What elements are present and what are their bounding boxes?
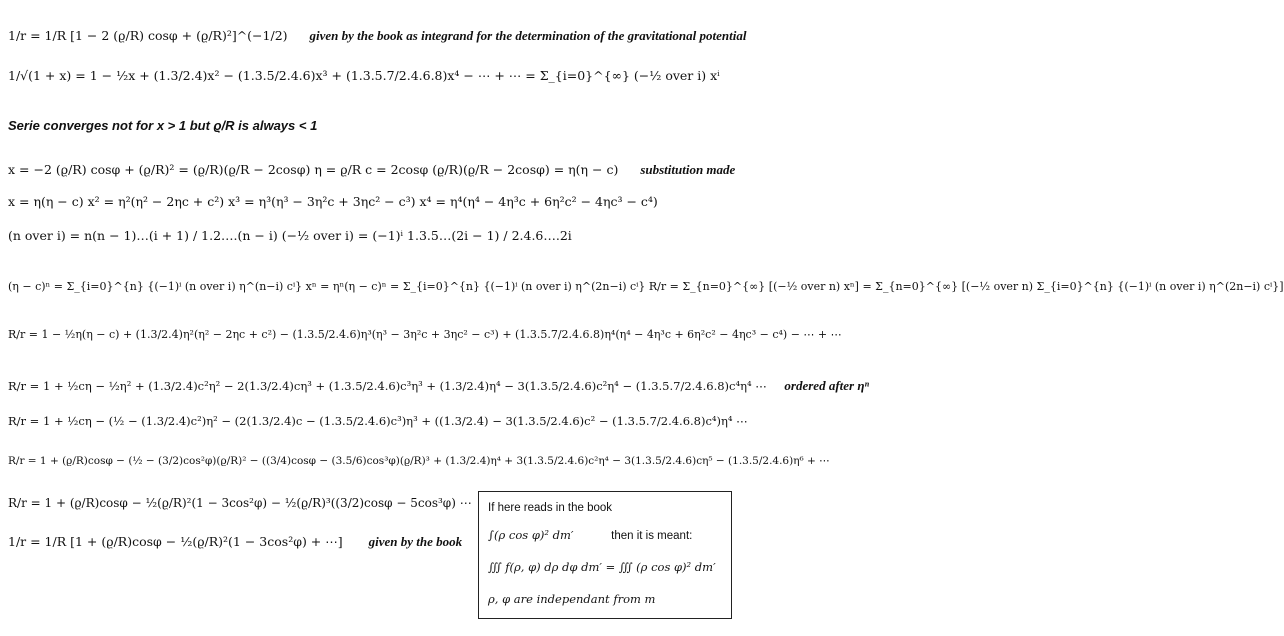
line-book-result	[8, 534, 462, 550]
line-substitution	[8, 162, 735, 178]
line-grouped-series	[8, 414, 748, 428]
line-binomial-coefficients	[8, 228, 572, 243]
line-sum-expansions	[8, 280, 1284, 293]
line-powers-of-x	[8, 194, 658, 209]
formula-expanded-series: R/r = 1 − ½η(η − c) + (1.3/2.4)η²(η² − 2ηc + c²) − (1.3.5/2.4.6)η³(η³ − 3η²c + 3ηc² − c³) + (1.3.5.7/2.4.6.8)η⁴(η⁴ − 4η³c + 6η²c² − 4ηc³ − c⁴) − ⋯ + ⋯	[8, 328, 842, 341]
line-expanded-series	[8, 328, 842, 341]
formula-binomial-series: 1/√(1 + x) = 1 − ½x + (1.3/2.4)x² − (1.3.5/2.4.6)x³ + (1.3.5.7/2.4.6.8)x⁴ − ⋯ + ⋯ = Σ_{i=0}^{∞} (−½ over i) xⁱ	[8, 68, 720, 83]
box-line-reads-in-book: If here reads in the book	[488, 502, 613, 514]
note-given-by-book: given by the book	[368, 534, 463, 549]
formula-final-series: R/r = 1 + (ϱ/R)cosφ − ½(ϱ/R)²(1 − 3cos²φ) − ½(ϱ/R)³((3/2)cosφ − 5cos³φ) ⋯	[8, 496, 472, 510]
formula-ordered-series: R/r = 1 + ½cη − ½η² + (1.3/2.4)c²η² − 2(1.3/2.4)cη³ + (1.3.5/2.4.6)c³η³ + (1.3/2.4)η⁴ − 3(1.3.5/2.4.6)c²η⁴ − (1.3.5.7/2.4.6.8)c⁴η⁴ ⋯	[8, 379, 767, 393]
line-binomial-series	[8, 68, 720, 83]
box-integral-formula	[488, 528, 692, 542]
box-then-meant: then it is meant:	[611, 530, 693, 542]
box-triple-integral: ∭ f(ρ, φ) dρ dφ dm′ = ∭ (ρ cos φ)² dm′	[488, 560, 716, 574]
formula-book-result: 1/r = 1/R [1 + (ϱ/R)cosφ − ½(ϱ/R)²(1 − 3cos²φ) + ⋯]	[8, 534, 343, 549]
formula-substitution: x = −2 (ϱ/R) cosφ + (ϱ/R)² = (ϱ/R)(ϱ/R − 2cosφ) η = ϱ/R c = 2cosφ (ϱ/R)(ϱ/R − 2cosφ) = η(η − c)	[8, 162, 619, 177]
line-final-series	[8, 496, 472, 510]
formula-powers-of-x: x = η(η − c) x² = η²(η² − 2ηc + c²) x³ = η³(η³ − 3η²c + 3ηc² − c³) x⁴ = η⁴(η⁴ − 4η³c + 6η²c² − 4ηc³ − c⁴)	[8, 194, 658, 209]
line-ordered-series	[8, 378, 869, 394]
box-independence-note: ρ, φ are independant from m	[488, 592, 656, 606]
box-integral: ∫(ρ cos φ)² dm′	[488, 528, 574, 542]
line-convergence-note	[8, 118, 317, 133]
note-ordered-after-eta: ordered after ηⁿ	[784, 378, 870, 393]
note-convergence: Serie converges not for x > 1 but ϱ/R is always < 1	[8, 118, 318, 133]
formula-binomial-coefficients: (n over i) = n(n − 1)…(i + 1) / 1.2….(n − i) (−½ over i) = (−1)ⁱ 1.3.5…(2i − 1) / 2.4.6….2i	[8, 228, 572, 243]
formula-cos-series: R/r = 1 + (ϱ/R)cosφ − (½ − (3/2)cos²φ)(ϱ/R)² − ((3/4)cosφ − (3.5/6)cos³φ)(ϱ/R)³ + (1.3/2.4)η⁴ + 3(1.3.5/2.4.6)c²η⁴ − 3(1.3.5/2.4.6)cη⁵ − (1.3.5/2.4.6)η⁶ + ⋯	[8, 455, 830, 467]
formula-integrand: 1/r = 1/R [1 − 2 (ϱ/R) cosφ + (ϱ/R)²]^(−1/2)	[8, 28, 288, 43]
line-cos-series	[8, 455, 830, 467]
note-box	[478, 491, 732, 619]
formula-grouped-series: R/r = 1 + ½cη − (½ − (1.3/2.4)c²)η² − (2(1.3/2.4)c − (1.3.5/2.4.6)c³)η³ + ((1.3/2.4) − 3(1.3.5/2.4.6)c² − (1.3.5.7/2.4.6.8)c⁴)η⁴ ⋯	[8, 414, 748, 428]
line-integrand	[8, 28, 746, 44]
note-given-by-book-integrand: given by the book as integrand for the determination of the gravitational potential	[309, 28, 747, 43]
formula-sum-expansions: (η − c)ⁿ = Σ_{i=0}^{n} {(−1)ⁱ (n over i) η^(n−i) cⁱ} xⁿ = ηⁿ(η − c)ⁿ = Σ_{i=0}^{n} {(−1)ⁱ (n over i) η^(2n−i) cⁱ} R/r = Σ_{n=0}^{∞} [(−½ over n) xⁿ] = Σ_{n=0}^{∞} [(−½ over n) Σ_{i=0}^{n} {(−1)ⁱ (n over i) η^(2n−i) cⁱ}]	[8, 280, 1284, 293]
note-substitution-made: substitution made	[640, 162, 736, 177]
